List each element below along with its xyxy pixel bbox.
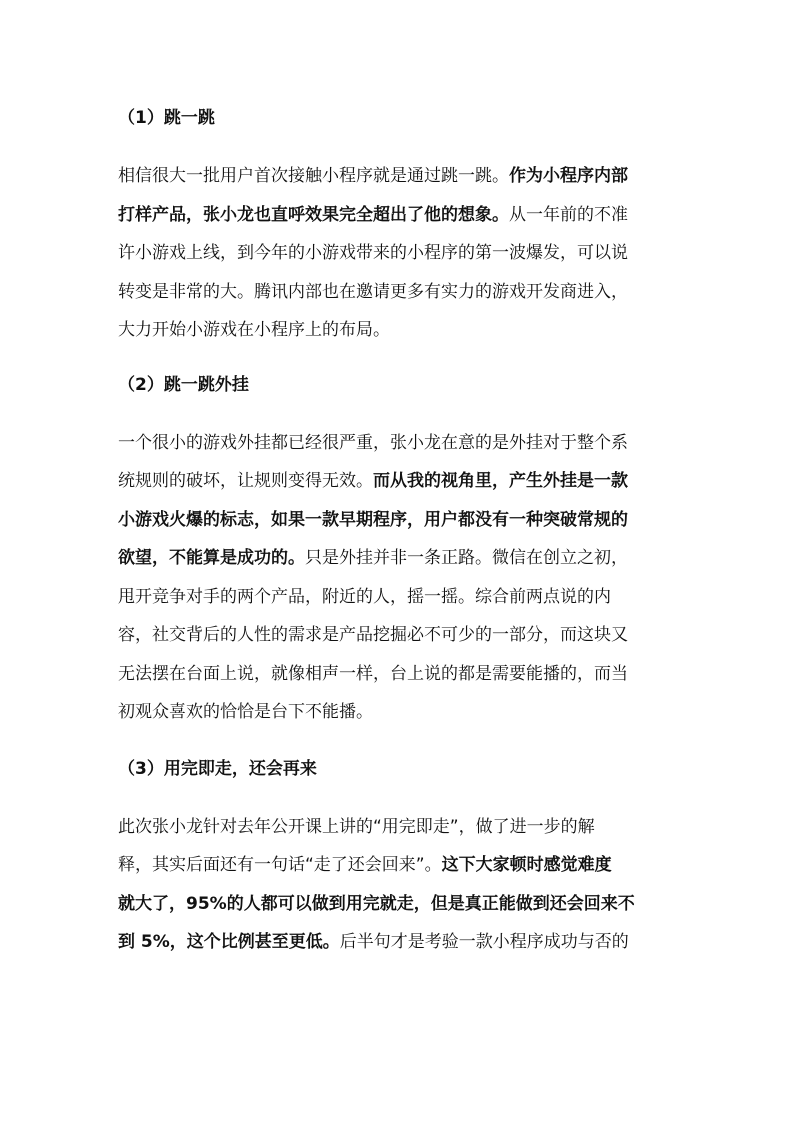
- text-run: 此次张小龙针对去年公开课上讲的“用完即走”，做了进一步的解: [118, 816, 595, 837]
- text-run: 统规则的破坏，让规则变得无效。: [118, 471, 373, 491]
- text-run: 从一年前的不准: [509, 204, 628, 225]
- text-run: 释，其实后面还有一句话“走了还会回来”。: [118, 855, 442, 875]
- text-run: 相信很大一批用户首次接触小程序就是通过跳一跳。: [118, 166, 509, 186]
- text-line: [118, 424, 664, 463]
- text-line: [118, 808, 664, 847]
- bold-text-run: 到 5%，这个比例甚至更低。: [118, 932, 340, 952]
- text-line: [118, 846, 664, 885]
- bold-text-run: 打样产品，张小龙也直呼效果完全超出了他的想象。: [118, 204, 509, 225]
- text-line: [118, 311, 664, 350]
- section-heading-1: （1）跳一跳: [118, 108, 215, 128]
- text-line: [118, 539, 664, 578]
- text-run: 后半句才是考验一款小程序成功与否的: [339, 932, 629, 952]
- text-run: 初观众喜欢的恰恰是台下不能播。: [118, 702, 373, 722]
- text-line: [118, 885, 664, 924]
- text-run: 无法摆在台面上说，就像相声一样，台上说的都是需要能播的，而当: [118, 663, 628, 684]
- bold-text-run: 就大了，95%的人都可以做到用完就走，但是真正能做到还会回来不: [118, 893, 635, 914]
- text-line: [118, 196, 664, 235]
- text-line: [118, 462, 664, 501]
- text-run: 转变是非常的大。腾讯内部也在邀请更多有实力的游戏开发商进入，: [118, 281, 628, 302]
- text-line: [118, 923, 664, 962]
- text-line: [118, 578, 664, 617]
- section-heading-2: （2）跳一跳外挂: [118, 374, 249, 395]
- text-run: 甩开竞争对手的两个产品，附近的人，摇一摇。综合前两点说的内: [118, 586, 611, 607]
- text-line: [118, 501, 664, 540]
- text-line: [118, 273, 664, 312]
- text-line: [118, 157, 664, 196]
- text-run: 大力开始小游戏在小程序上的布局。: [118, 320, 390, 340]
- text-run: 一个很小的游戏外挂都已经很严重，张小龙在意的是外挂对于整个系: [118, 432, 628, 453]
- text-line: [118, 234, 664, 273]
- text-run: 许小游戏上线，到今年的小游戏带来的小程序的第一波爆发，可以说: [118, 243, 628, 263]
- bold-text-run: 而从我的视角里，产生外挂是一款: [373, 471, 628, 491]
- section-paragraph-2: [118, 424, 664, 732]
- bold-text-run: 小游戏火爆的标志，如果一款早期程序，用户都没有一种突破常规的: [118, 509, 628, 530]
- section-paragraph-1: [118, 157, 664, 350]
- section-paragraph-3: [118, 808, 664, 962]
- bold-text-run: 欲望，不能算是成功的。: [118, 548, 305, 568]
- text-run: 容，社交背后的人性的需求是产品挖掘必不可少的一部分，而这块又: [118, 625, 628, 645]
- text-line: [118, 655, 664, 694]
- document-page: [118, 100, 664, 962]
- bold-text-run: 作为小程序内部: [509, 166, 628, 186]
- text-run: 只是外挂并非一条正路。微信在创立之初，: [305, 548, 628, 568]
- text-line: [118, 693, 664, 732]
- text-line: [118, 616, 664, 655]
- bold-text-run: 这下大家顿时感觉难度: [441, 855, 612, 875]
- section-heading-3: （3）用完即走，还会再来: [118, 758, 317, 779]
